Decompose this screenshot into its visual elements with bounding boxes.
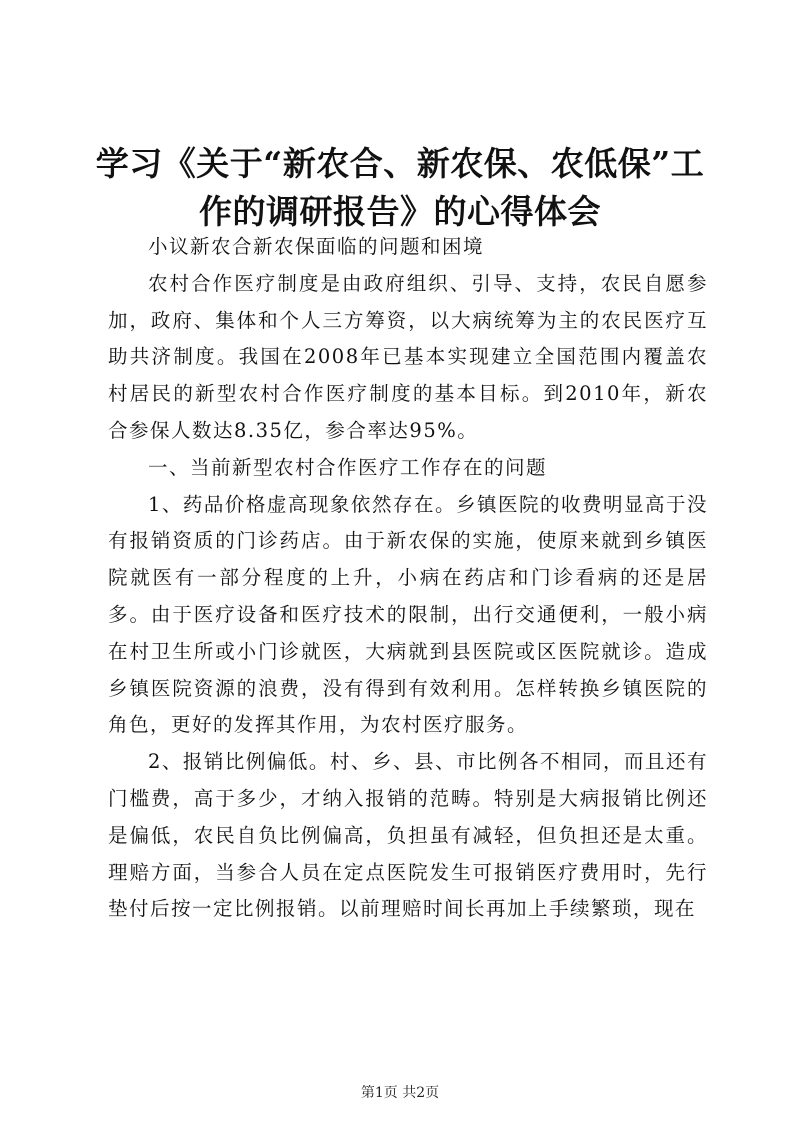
paragraph-intro: 农村合作医疗制度是由政府组织、引导、支持，农民自愿参加，政府、集体和个人三方筹资，以大病统筹为主的农民医疗互助共济制度。我国在2008年已基本实现建立全国范围内覆盖农村居民的新型农村合作医疗制度的基本目标。到2010年，新农合参保人数达8.35亿，参合率达95%。 — [108, 271, 708, 442]
page-number-footer: 第1页 共2页 — [360, 1085, 440, 1101]
document-body — [108, 229, 708, 928]
paragraph-point-2: 2、报销比例偏低。村、乡、县、市比例各不相同，而且还有门槛费，高于多少，才纳入报销的范畴。特别是大病报销比例还是偏低，农民自负比例偏高，负担虽有减轻，但负担还是太重。理赔方面，当参合人员在定点医院发生可报销医疗费用时，先行垫付后按一定比例报销。以前理赔时间长再加上手续繁琐，现在 — [108, 750, 708, 921]
paragraph-subtitle: 小议新农合新农保面临的问题和困境 — [148, 235, 485, 258]
section-heading: 一、当前新型农村合作医疗工作存在的问题 — [148, 455, 548, 479]
document-title: 学习《关于“新农合、新农保、农低保”工作的调研报告》的心得体会 — [95, 144, 705, 231]
paragraph-point-1: 1、药品价格虚高现象依然存在。乡镇医院的收费明显高于没有报销资质的门诊药店。由于新农保的实施，使原来就到乡镇医院就医有一部分程度的上升，小病在药店和门诊看病的还是居多。由于医疗设备和医疗技术的限制，出行交通便利，一般小病在村卫生所或小门诊就医，大病就到县医院或区医院就诊。造成乡镇医院资源的浪费，没有得到有效利用。怎样转换乡镇医院的角色，更好的发挥其作用，为农村医疗服务。 — [108, 492, 708, 737]
